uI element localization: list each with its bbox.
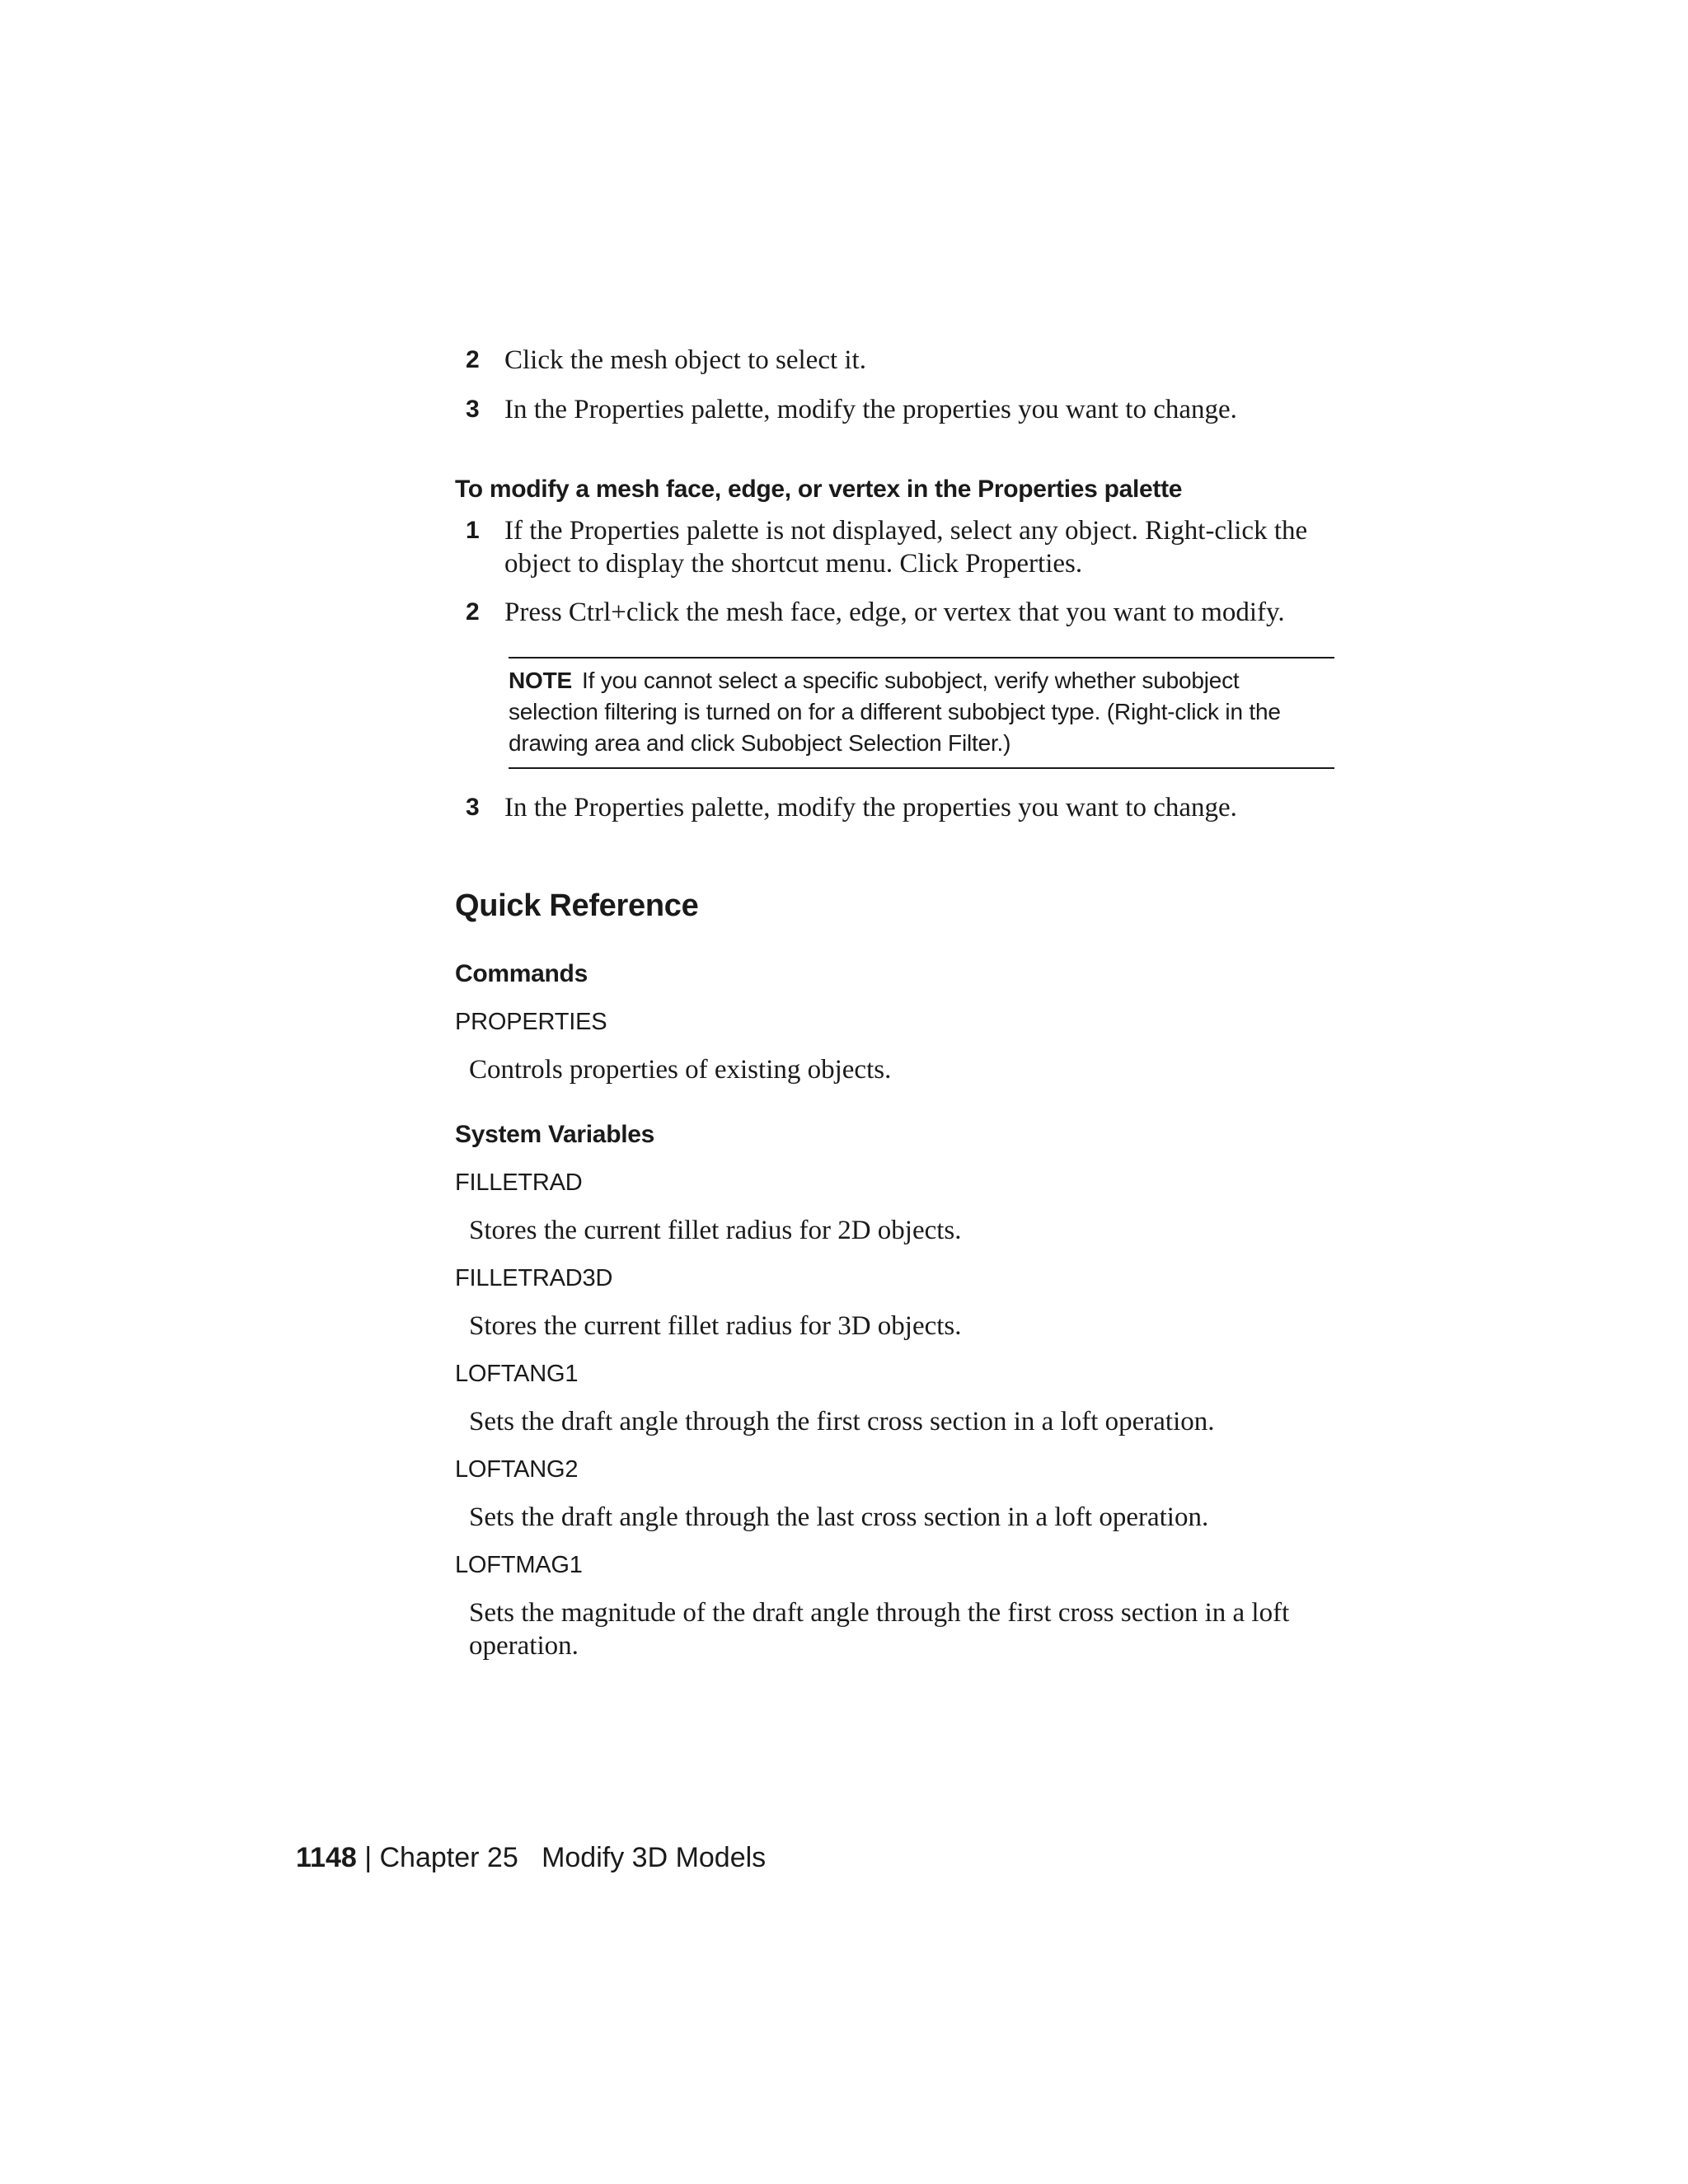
- page-number: 1148: [296, 1842, 357, 1873]
- system-variables-heading: System Variables: [455, 1121, 655, 1148]
- page-footer: [296, 1840, 766, 1876]
- step-text: In the Properties palette, modify the properties you want to change.: [504, 395, 1237, 424]
- sysvar-description: Sets the draft angle through the first cross section in a loft operation.: [469, 1407, 1215, 1436]
- quick-reference-title: Quick Reference: [455, 888, 699, 923]
- footer-separator: |: [356, 1842, 380, 1873]
- step-text: In the Properties palette, modify the properties you want to change.: [504, 793, 1237, 823]
- sysvar-name: LOFTMAG1: [455, 1552, 583, 1578]
- step-item: [466, 791, 1339, 824]
- step-item: [466, 596, 1339, 629]
- step-number: 3: [466, 794, 480, 821]
- command-description: Controls properties of existing objects.: [469, 1055, 892, 1085]
- sysvar-name: LOFTANG1: [455, 1361, 579, 1387]
- note-label: NOTE: [509, 668, 572, 693]
- footer-chapter: Chapter 25: [379, 1842, 518, 1873]
- step-text: Press Ctrl+click the mesh face, edge, or vertex that you want to modify.: [504, 598, 1285, 627]
- footer-chapter-title: Modify 3D Models: [542, 1842, 767, 1873]
- step-number: 2: [466, 598, 480, 626]
- sysvar-name: LOFTANG2: [455, 1456, 579, 1483]
- procedure-heading: To modify a mesh face, edge, or vertex in the Properties palette: [455, 476, 1183, 503]
- note-text: If you cannot select a specific subobject, verify whether subobject selection filtering is turned on for a different subobject type. (Right-click in the drawing area and click Subobject Selection Filter.): [509, 668, 1281, 756]
- step-item: [466, 514, 1339, 580]
- command-name: PROPERTIES: [455, 1009, 607, 1035]
- step-number: 2: [466, 346, 480, 373]
- sysvar-description: Stores the current fillet radius for 3D objects.: [469, 1311, 962, 1341]
- step-number: 3: [466, 396, 480, 423]
- sysvar-name: FILLETRAD3D: [455, 1265, 613, 1291]
- step-item: [466, 344, 1339, 377]
- step-text: If the Properties palette is not displayed, select any object. Right-click the object to display the shortcut menu. Click Properties.: [504, 516, 1308, 579]
- sysvar-description: Sets the magnitude of the draft angle through the first cross section in a loft operation.: [469, 1598, 1290, 1661]
- commands-heading: Commands: [455, 960, 588, 987]
- sysvar-name: FILLETRAD: [455, 1169, 583, 1196]
- step-number: 1: [466, 517, 480, 544]
- step-text: Click the mesh object to select it.: [504, 345, 866, 375]
- sysvar-description: Sets the draft angle through the last cross section in a loft operation.: [469, 1502, 1209, 1532]
- sysvar-description: Stores the current fillet radius for 2D objects.: [469, 1216, 962, 1245]
- step-item: [466, 393, 1339, 426]
- note-box: [509, 657, 1334, 769]
